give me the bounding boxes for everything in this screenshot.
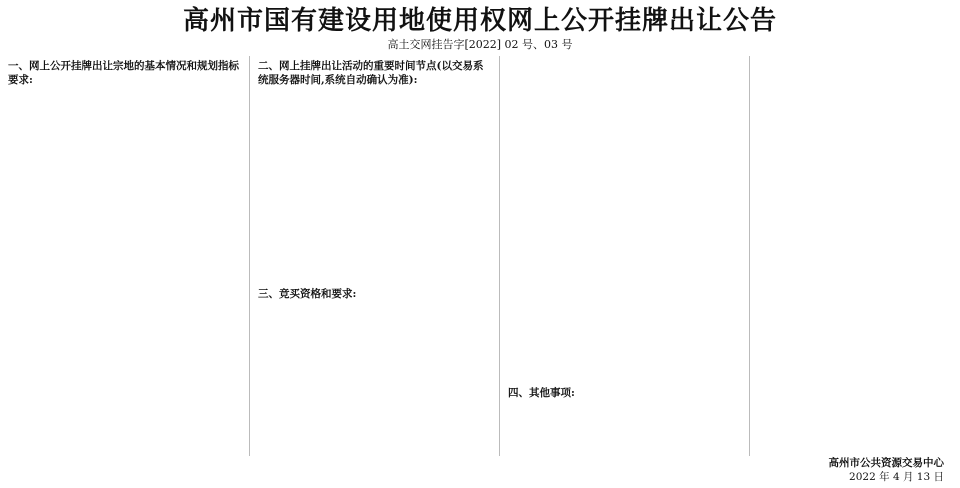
column-4: [758, 56, 952, 456]
column-3: [508, 56, 750, 456]
column-1: [8, 56, 250, 456]
notice-columns: [8, 56, 952, 456]
section-2-heading: 二、网上挂牌出让活动的重要时间节点(以交易系统服务器时间,系统自动确认为准):: [258, 60, 484, 86]
issuing-organization: 高州市公共资源交易中心: [828, 457, 944, 469]
section-3-heading: 三、竞买资格和要求:: [258, 288, 357, 300]
notice-title: 高州市国有建设用地使用权网上公开挂牌出让公告: [182, 6, 777, 36]
issue-date: 2022 年 4 月 13 日: [849, 471, 944, 483]
column-2: [258, 56, 500, 456]
signature-block: [829, 456, 945, 484]
section-4-heading: 四、其他事项:: [508, 387, 575, 399]
section-1-heading: 一、网上公开挂牌出让宗地的基本情况和规划指标要求:: [8, 60, 239, 86]
notice-number: 高土交网挂告字[2022] 02 号、03 号: [387, 38, 573, 51]
